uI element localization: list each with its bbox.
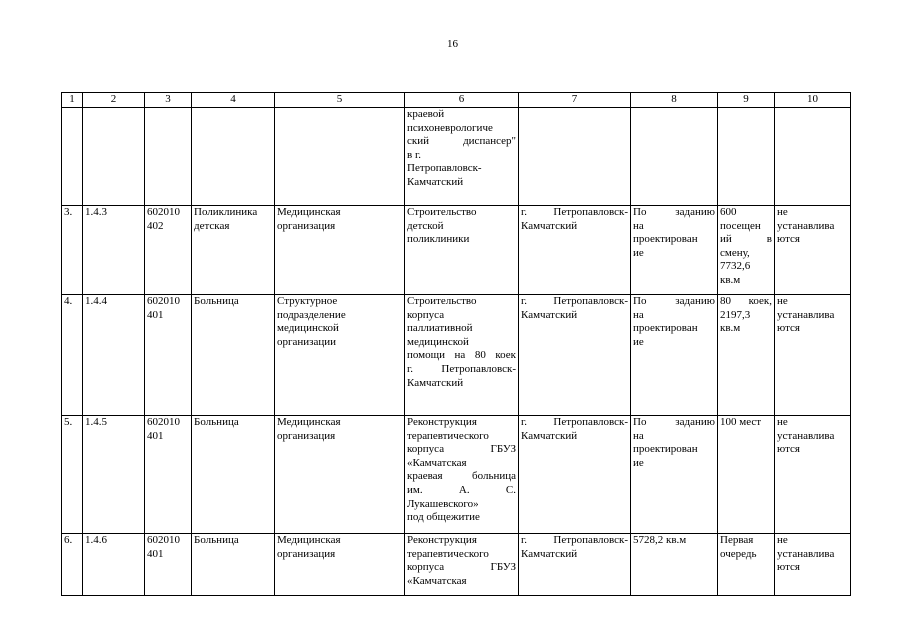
cell-line: ются xyxy=(777,443,800,456)
table-cell-col-10 xyxy=(775,108,851,206)
cell-line: 401 xyxy=(147,308,164,321)
cell-line: Камчатский xyxy=(407,175,464,188)
cell-line: посещен xyxy=(720,219,761,232)
table-cell-col-3 xyxy=(145,206,192,295)
cell-line: краевая больница xyxy=(407,470,516,483)
cell-line: 80 коек, xyxy=(720,295,772,307)
cell-line: краевой xyxy=(407,108,445,120)
cell-line: не xyxy=(777,295,788,307)
table-row xyxy=(62,206,851,295)
cell-line: Камчатский xyxy=(521,429,578,442)
table-cell-col-1: 4. xyxy=(62,295,83,416)
cell-line: Петропавловск- xyxy=(407,162,482,175)
column-header-6: 6 xyxy=(405,93,519,108)
table-cell-col-10 xyxy=(775,534,851,596)
cell-line: организация xyxy=(277,429,336,442)
cell-line: Поликлиника xyxy=(194,206,258,218)
table-row xyxy=(62,295,851,416)
table-cell-col-6 xyxy=(405,534,519,596)
table-cell-col-10 xyxy=(775,206,851,295)
table-cell-col-9 xyxy=(718,108,775,206)
cell-line: проектирован xyxy=(633,443,698,456)
table-cell-col-6 xyxy=(405,206,519,295)
cell-line: на xyxy=(633,308,644,321)
table-body xyxy=(62,108,851,596)
cell-line: Структурное xyxy=(277,295,338,307)
table-cell-col-10 xyxy=(775,295,851,416)
cell-line: психоневрологиче xyxy=(407,121,493,134)
cell-line: поликлиники xyxy=(407,233,470,246)
table-cell-col-8 xyxy=(631,295,718,416)
column-header-10: 10 xyxy=(775,93,851,108)
cell-line: 602010 xyxy=(147,534,180,546)
cell-line: г. Петропавловск- xyxy=(407,362,516,375)
page-number: 16 xyxy=(447,38,458,50)
cell-line: «Камчатская xyxy=(407,456,467,469)
table-cell-col-7 xyxy=(519,416,631,534)
cell-line: детская xyxy=(194,219,230,232)
table-cell-col-3 xyxy=(145,108,192,206)
table-cell-col-8 xyxy=(631,534,718,596)
cell-line: устанавлива xyxy=(777,547,835,560)
table-cell-col-1: 5. xyxy=(62,416,83,534)
cell-line: По заданию xyxy=(633,206,715,218)
cell-line: корпуса ГБУЗ xyxy=(407,561,516,574)
cell-line: 401 xyxy=(147,429,164,442)
cell-line: детской xyxy=(407,219,444,232)
table-cell-col-1: 6. xyxy=(62,534,83,596)
cell-line: подразделение xyxy=(277,308,346,321)
cell-line: г. Петропавловск- xyxy=(521,534,628,546)
cell-line: медицинской xyxy=(277,322,339,335)
table-cell-col-7 xyxy=(519,108,631,206)
cell-line: паллиативной xyxy=(407,322,473,335)
cell-line: ются xyxy=(777,322,800,335)
table-cell-col-4 xyxy=(192,416,275,534)
table-cell-col-6 xyxy=(405,108,519,206)
cell-line: проектирован xyxy=(633,322,698,335)
table-cell-col-6 xyxy=(405,416,519,534)
cell-line: 602010 xyxy=(147,416,180,428)
table-cell-col-8 xyxy=(631,108,718,206)
column-header-7: 7 xyxy=(519,93,631,108)
cell-line: Больница xyxy=(194,295,239,307)
table-cell-col-9 xyxy=(718,206,775,295)
cell-line: 5728,2 кв.м xyxy=(633,534,687,546)
table-cell-col-2: 1.4.3 xyxy=(83,206,145,295)
table-cell-col-5 xyxy=(275,108,405,206)
column-header-9: 9 xyxy=(718,93,775,108)
table-cell-col-9 xyxy=(718,416,775,534)
table-cell-col-2: 1.4.6 xyxy=(83,534,145,596)
cell-line: Первая xyxy=(720,534,754,546)
column-header-1: 1 xyxy=(62,93,83,108)
table-cell-col-4 xyxy=(192,108,275,206)
table-cell-col-5 xyxy=(275,206,405,295)
cell-line: терапевтического xyxy=(407,547,489,560)
table-row xyxy=(62,108,851,206)
cell-line: не xyxy=(777,416,788,428)
column-header-4: 4 xyxy=(192,93,275,108)
table-cell-col-1: 3. xyxy=(62,206,83,295)
cell-line: устанавлива xyxy=(777,429,835,442)
cell-line: организация xyxy=(277,219,336,232)
cell-line: под общежитие xyxy=(407,511,480,524)
table-cell-col-5 xyxy=(275,416,405,534)
cell-line: ие xyxy=(633,456,644,469)
table-cell-col-3 xyxy=(145,416,192,534)
cell-line: медицинской xyxy=(407,335,469,348)
table-cell-col-7 xyxy=(519,295,631,416)
table-cell-col-4 xyxy=(192,534,275,596)
cell-line: Строительство xyxy=(407,295,477,307)
table-cell-col-4 xyxy=(192,206,275,295)
cell-line: 602010 xyxy=(147,206,180,218)
cell-line: 401 xyxy=(147,547,164,560)
cell-line: помощи на 80 коек xyxy=(407,349,516,362)
table-cell-col-10 xyxy=(775,416,851,534)
cell-line: ие xyxy=(633,335,644,348)
table-cell-col-5 xyxy=(275,534,405,596)
cell-line: Медицинская xyxy=(277,206,341,218)
column-header-2: 2 xyxy=(83,93,145,108)
table-cell-col-3 xyxy=(145,534,192,596)
cell-line: По заданию xyxy=(633,416,715,428)
cell-line: в г. xyxy=(407,148,421,161)
cell-line: По заданию xyxy=(633,295,715,307)
table-cell-col-1 xyxy=(62,108,83,206)
table-cell-col-8 xyxy=(631,416,718,534)
cell-line: Медицинская xyxy=(277,416,341,428)
cell-line: не xyxy=(777,206,788,218)
cell-line: ются xyxy=(777,233,800,246)
table-row xyxy=(62,416,851,534)
table-row xyxy=(62,534,851,596)
cell-line: не xyxy=(777,534,788,546)
cell-line: Строительство xyxy=(407,206,477,218)
cell-line: корпуса xyxy=(407,308,445,321)
cell-line: 602010 xyxy=(147,295,180,307)
cell-line: проектирован xyxy=(633,233,698,246)
table-cell-col-5 xyxy=(275,295,405,416)
cell-line: им. А. С. xyxy=(407,483,516,496)
cell-line: 2197,3 xyxy=(720,308,751,321)
cell-line: Камчатский xyxy=(521,547,578,560)
cell-line: 600 xyxy=(720,206,737,218)
table-cell-col-2 xyxy=(83,108,145,206)
cell-line: смену, xyxy=(720,246,750,259)
cell-line: кв.м xyxy=(720,322,741,335)
cell-line: ие xyxy=(633,246,644,259)
cell-line: Реконструкция xyxy=(407,534,477,546)
table-cell-col-2: 1.4.4 xyxy=(83,295,145,416)
cell-line: г. Петропавловск- xyxy=(521,416,628,428)
cell-line: ются xyxy=(777,561,800,574)
cell-line: организация xyxy=(277,547,336,560)
cell-line: на xyxy=(633,219,644,232)
cell-line: кв.м xyxy=(720,273,741,286)
cell-line: Камчатский xyxy=(521,308,578,321)
table-cell-col-8 xyxy=(631,206,718,295)
cell-line: Лукашевского» xyxy=(407,497,479,510)
cell-line: Больница xyxy=(194,534,239,546)
cell-line: ий в xyxy=(720,233,772,246)
cell-line: корпуса ГБУЗ xyxy=(407,443,516,456)
cell-line: ский диспансер" xyxy=(407,135,516,148)
cell-line: 402 xyxy=(147,219,164,232)
table-cell-col-9 xyxy=(718,295,775,416)
cell-line: очередь xyxy=(720,547,757,560)
table-cell-col-7 xyxy=(519,206,631,295)
cell-line: устанавлива xyxy=(777,308,835,321)
cell-line: Реконструкция xyxy=(407,416,477,428)
table-cell-col-2: 1.4.5 xyxy=(83,416,145,534)
cell-line: «Камчатская xyxy=(407,574,467,587)
cell-line: Камчатский xyxy=(521,219,578,232)
cell-line: Медицинская xyxy=(277,534,341,546)
cell-line: Больница xyxy=(194,416,239,428)
column-header-3: 3 xyxy=(145,93,192,108)
cell-line: 100 мест xyxy=(720,416,762,428)
column-header-5: 5 xyxy=(275,93,405,108)
column-header-8: 8 xyxy=(631,93,718,108)
header-row xyxy=(62,93,851,108)
cell-line: организации xyxy=(277,335,337,348)
cell-line: на xyxy=(633,429,644,442)
table-cell-col-7 xyxy=(519,534,631,596)
table-cell-col-6 xyxy=(405,295,519,416)
cell-line: г. Петропавловск- xyxy=(521,295,628,307)
cell-line: 7732,6 xyxy=(720,260,751,273)
table-cell-col-3 xyxy=(145,295,192,416)
cell-line: терапевтического xyxy=(407,429,489,442)
cell-line: г. Петропавловск- xyxy=(521,206,628,218)
table-cell-col-4 xyxy=(192,295,275,416)
table-cell-col-9 xyxy=(718,534,775,596)
document-table xyxy=(61,92,851,596)
cell-line: Камчатский xyxy=(407,376,464,389)
cell-line: устанавлива xyxy=(777,219,835,232)
